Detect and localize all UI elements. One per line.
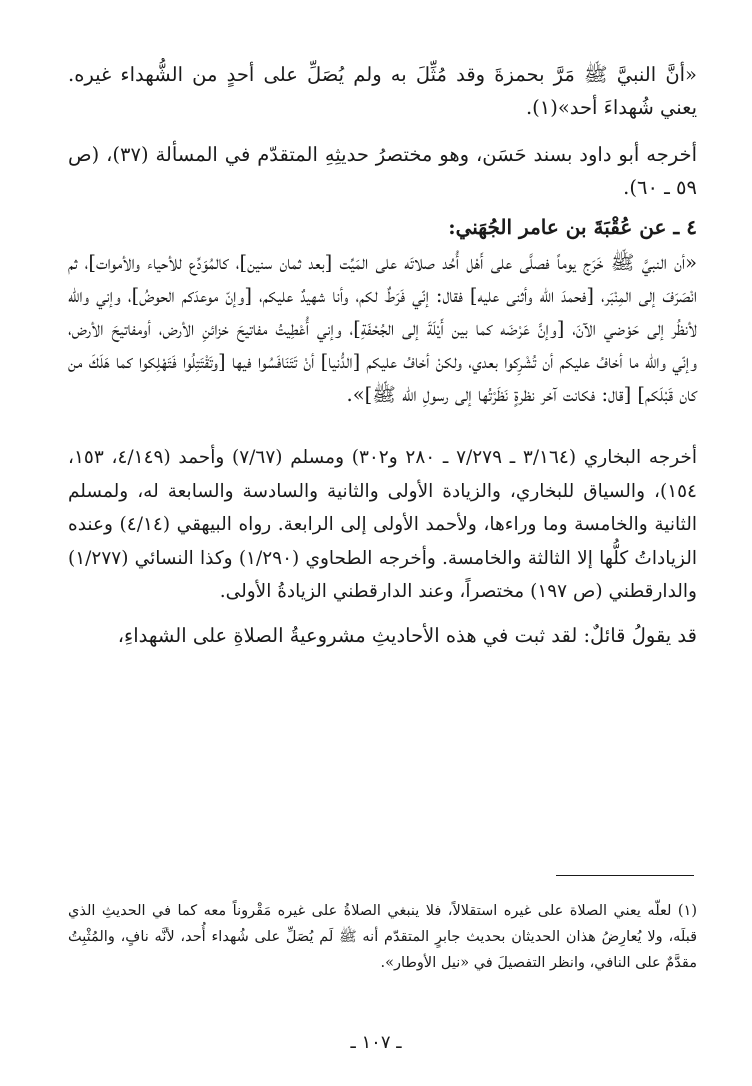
main-text-block <box>68 58 697 652</box>
hadith-4-heading: ٤ ـ عن عُقْبَةَ بن عامر الجُهَني: <box>448 215 697 239</box>
hadith-3-takhrij: أخرجه أبو داود بسند حَسَن، وهو مختصرُ حديثِهِ المتقدّم في المسألة (٣٧)، (ص ٥٩ ـ ٦٠). <box>68 143 697 199</box>
hadith-4-text: «أن النبيَّ ﷺ خَرَج يوماً فصلَّى على أَهْل أُحُد صلاتَه على المَيِّت [بعد ثمان سنين]، كالمُوَدِّع للأحياء والأموات]، ثم انْصَرَفَ إلى المِنْبَر، [فحمدَ الله وأثنى عليه] فقال: إنّي فَرَطٌ لكم، وأنا شهيدٌ عليكم، [وإنّ موعدَكم الحوضُ]، وإني والله لأنظُر إلى حَوْضي الآنَ، [وإنَّ عَرْضَه كما بين أَيْلَةَ إلى الجُحْفَةِ]، وإني أُعْطِيتُ مفاتيحَ خزائنِ الأرض، أومفاتيحَ الأرض، وإنّي والله ما أخافُ عليكم أن تُشْرِكوا بعدي، ولكنْ أخافُ عليكم [الدُّنيا] أنْ تَتَنَافَسُوا فيها [وتَقْتَتِلُوا فَتَهْلِكوا كما هَلَكَ من كان قَبْلَكم] [قال: فكانت آخر نظرةٍ نَظَرْتُها إلى رسولِ الله ﷺ]». <box>68 251 697 406</box>
closing-line: قد يقولُ قائلٌ: لقد ثبت في هذه الأحاديثِ مشروعيةُ الصلاةِ على الشهداءِ، <box>117 623 697 647</box>
footnote-divider <box>556 875 694 876</box>
hadith-3-text: «أنَّ النبيَّ ﷺ مَرَّ بحمزةَ وقد مُثِّلَ به ولم يُصَلِّ على أحدٍ من الشُّهداء غيره. يعني شُهداءَ أحد»(١). <box>68 63 697 119</box>
footnote: (١) لعلّه يعني الصلاة على غيره استقلالاً، فلا ينبغي الصلاةُ على غيره مَقْروناً معه كما في الحديثِ الذي قبلَه، ولا يُعارِضُ هذان الحديثان بحديث جابرٍ المتقدّم أنه ﷺ لَم يُصَلِّ على شُهداء أُحد، لأنَّه نافٍ، والمُثْبِتُ مقدَّمٌ على النافي، وانظر التفصيلَ في «نيل الأوطار». <box>68 903 697 971</box>
page-number: ـ ١٠٧ ـ <box>350 1032 402 1053</box>
hadith-4-takhrij: أخرجه البخاري (٣/١٦٤ ـ ٧/٢٧٩ ـ ٢٨٠ و٣٠٢) ومسلم (٧/٦٧) وأحمد (٤/١٤٩، ١٥٣، ١٥٤)، والسياق للبخاري، والزيادة الأولى والثانية والسادسة والسابعة له، ولمسلم الثانية والخامسة وما وراءها، ولأحمد الأولى إلى الرابعة. رواه البيهقي (٤/١٤) وعنده الزياداتُ كلُّها إلا الثالثة والخامسة. وأخرجه الطحاوي (١/٢٩٠) وكذا النسائي (١/٢٧٧) والدارقطني (ص ١٩٧) مختصراً، وعند الدارقطني الزيادةُ الأولى. <box>68 447 697 602</box>
